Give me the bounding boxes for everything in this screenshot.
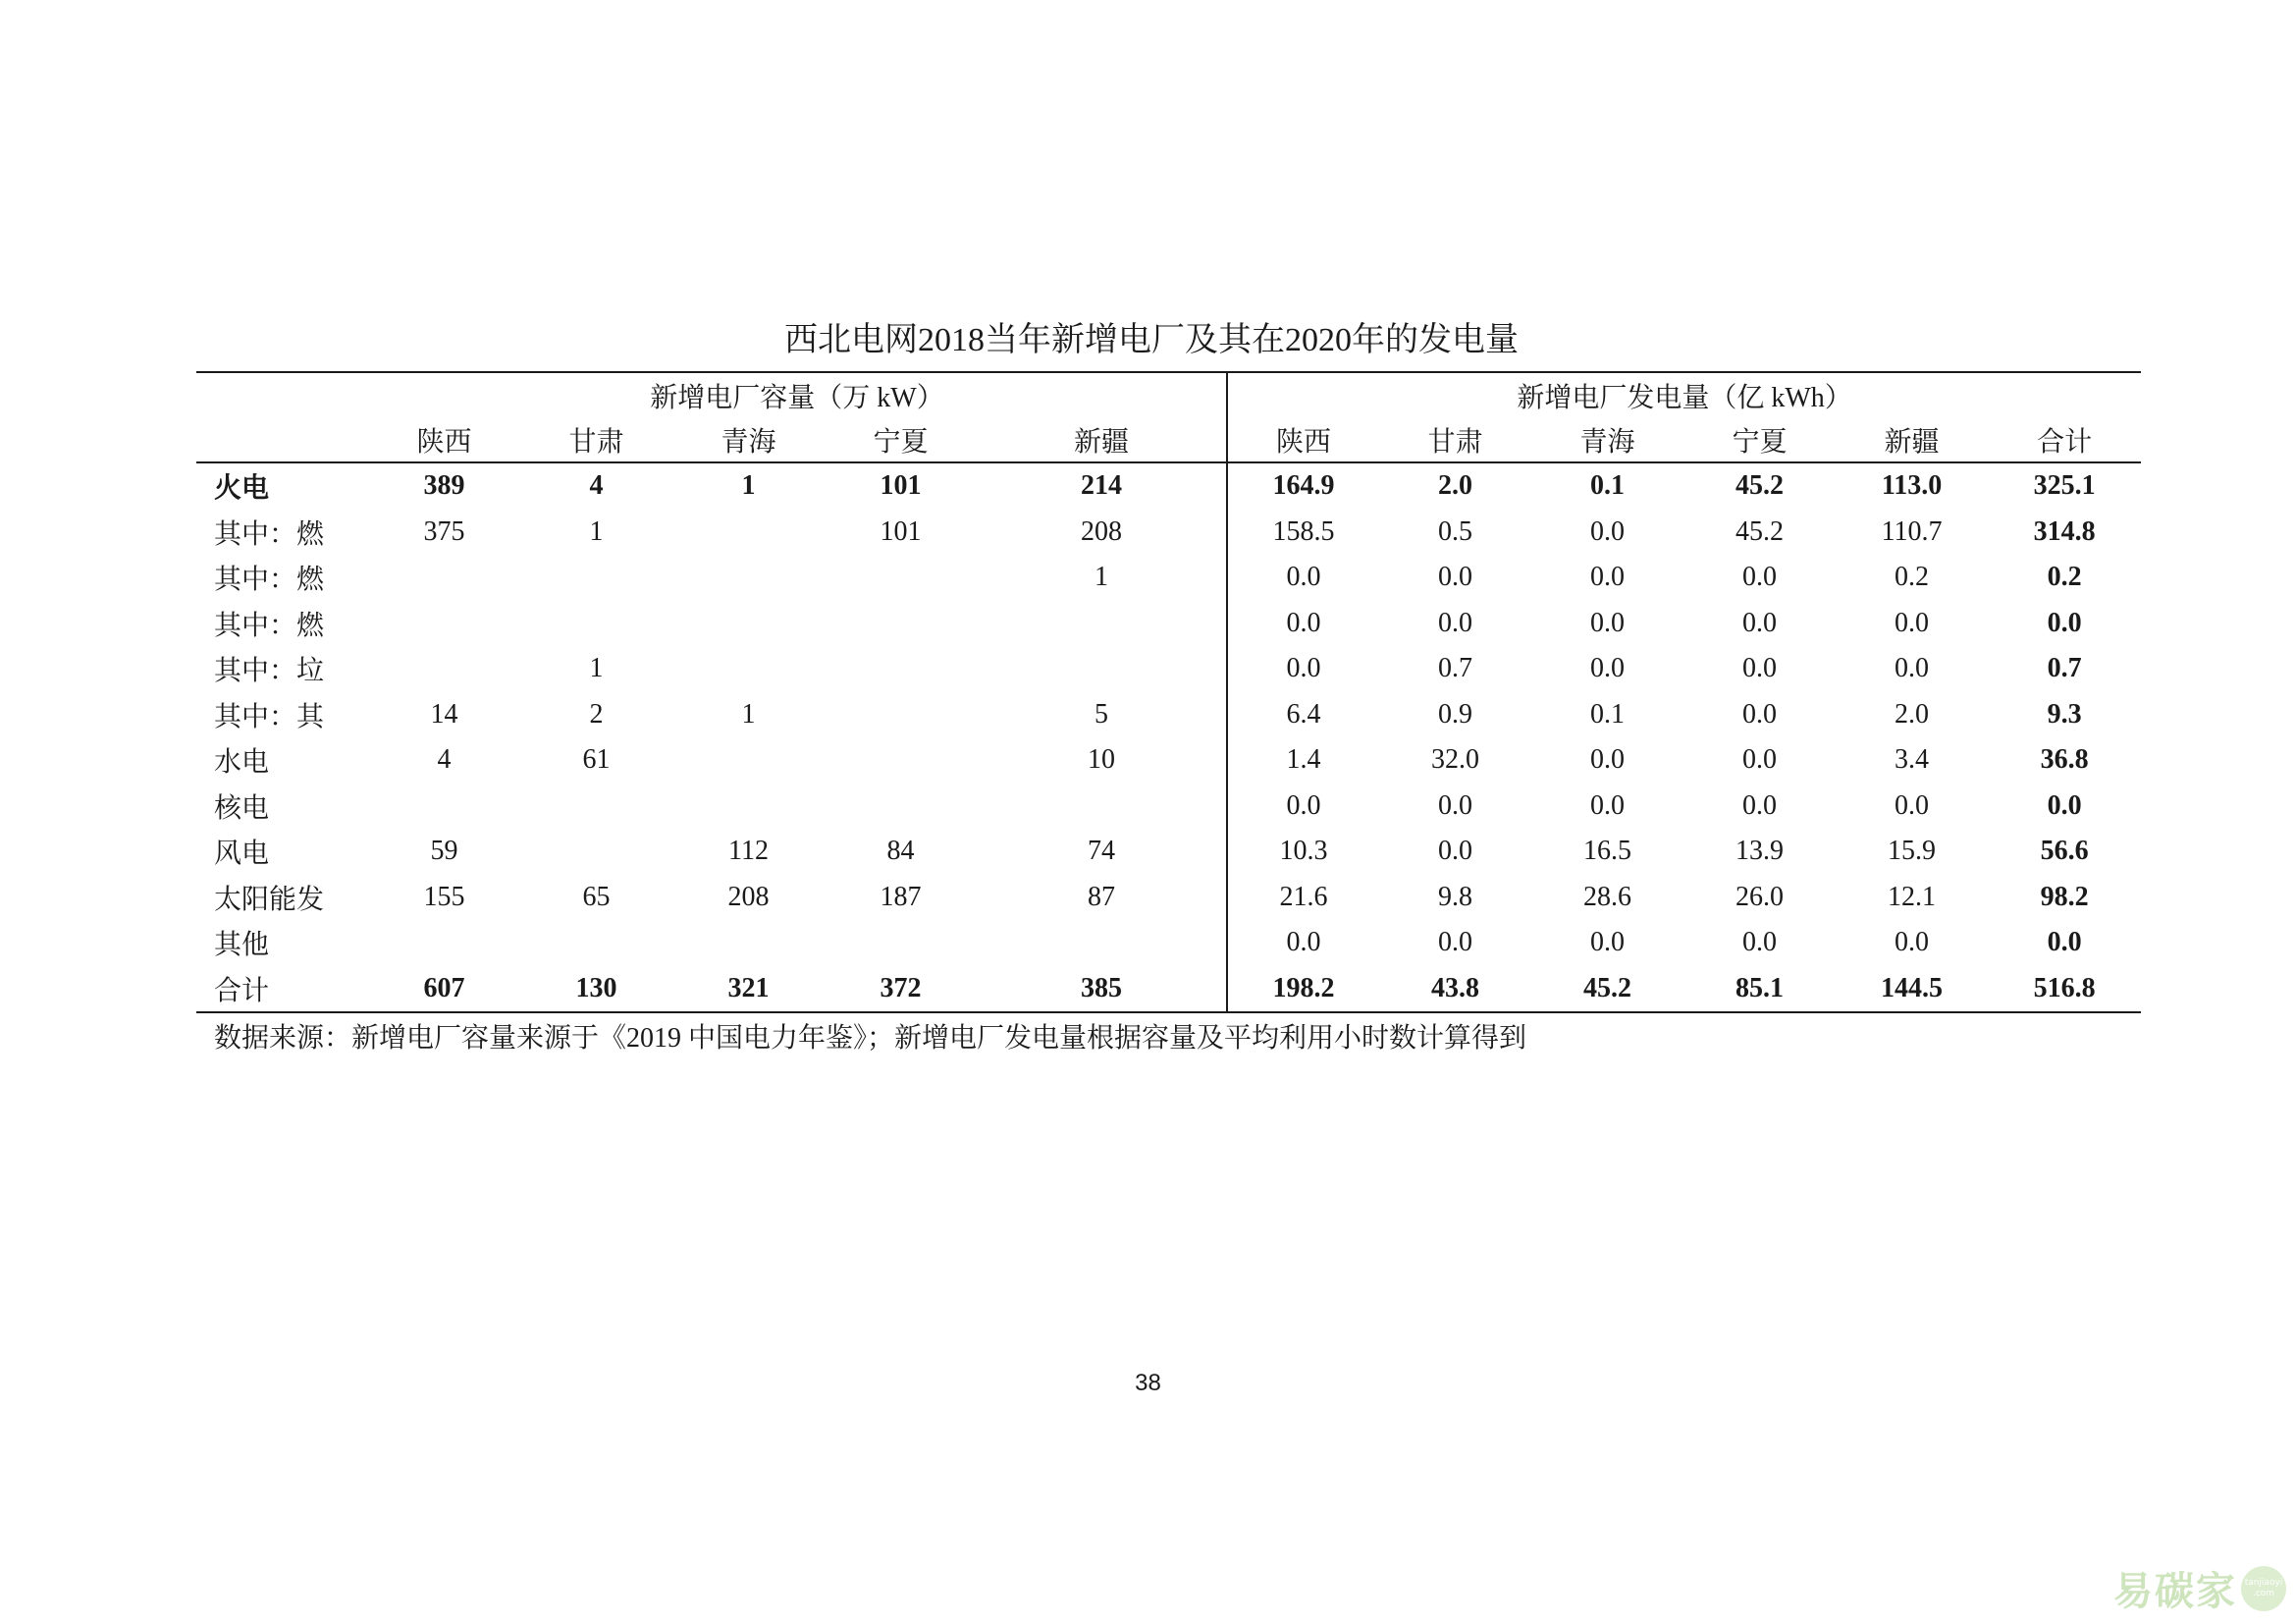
table-row: [196, 737, 2141, 784]
group-header-row: [196, 372, 2141, 417]
capacity-cell: [520, 555, 672, 601]
row-label: 风电: [214, 839, 270, 870]
capacity-cell: [520, 829, 672, 875]
generation-cell: 0.0: [1286, 562, 1321, 593]
table-row: [196, 920, 2141, 966]
generation-cell: 113.0: [1881, 470, 1943, 502]
capacity-cell: [672, 737, 825, 784]
capacity-cell: [368, 920, 520, 966]
table-row: [196, 646, 2141, 692]
generation-cell: 28.6: [1583, 881, 1632, 912]
col-header-generation-shaanxi: 陕西: [1227, 417, 1379, 462]
table-row: [196, 692, 2141, 738]
col-header-capacity-gansu: 甘肃: [520, 417, 672, 462]
watermark-text: 易碳家: [2113, 1569, 2237, 1614]
capacity-cell: [977, 646, 1227, 692]
col-header-generation-xinjiang: 新疆: [1836, 417, 1988, 462]
capacity-cell: [977, 784, 1227, 830]
generation-cell: 43.8: [1379, 966, 1531, 1013]
capacity-cell: [825, 555, 977, 601]
capacity-cell: 208: [977, 510, 1227, 556]
table-row: [196, 784, 2141, 830]
generation-group-header: 新增电厂发电量（亿 kWh）: [1227, 372, 2141, 417]
capacity-cell: [368, 784, 520, 830]
generation-cell: 0.0: [1438, 836, 1473, 867]
col-header-capacity-xinjiang: 新疆: [977, 417, 1227, 462]
generation-cell: 6.4: [1286, 698, 1321, 730]
capacity-cell: [825, 601, 977, 647]
row-label: 其中：燃: [214, 610, 325, 641]
capacity-cell: 187: [880, 881, 922, 912]
generation-cell: 0.0: [1438, 927, 1473, 958]
generation-cell: 0.1: [1590, 470, 1626, 502]
capacity-cell: 607: [368, 966, 520, 1013]
data-table-container: [196, 371, 2107, 1013]
capacity-cell: [825, 920, 977, 966]
capacity-cell: 1: [741, 470, 756, 502]
capacity-cell: [368, 646, 520, 692]
generation-cell: 45.2: [1531, 966, 1683, 1013]
row-label: 火电: [214, 473, 270, 505]
col-header-capacity-ningxia: 宁夏: [825, 417, 977, 462]
row-label: 其中：其: [214, 701, 325, 732]
table-row: [196, 966, 2141, 1013]
generation-cell: 0.0: [1286, 927, 1321, 958]
row-label: 其中：燃: [214, 565, 325, 596]
generation-total-cell: 0.0: [2047, 789, 2082, 821]
capacity-cell: [672, 784, 825, 830]
capacity-cell: 155: [423, 881, 465, 912]
generation-cell: 0.0: [1895, 607, 1930, 638]
generation-cell: 0.0: [1590, 562, 1626, 593]
generation-cell: 21.6: [1279, 881, 1328, 912]
row-label: 合计: [196, 966, 368, 1013]
generation-cell: 2.0: [1438, 470, 1473, 502]
generation-cell: 0.0: [1438, 607, 1473, 638]
generation-cell: 0.0: [1438, 789, 1473, 821]
table-row: [196, 510, 2141, 556]
generation-total-cell: 56.6: [2040, 836, 2089, 867]
row-label: 水电: [214, 747, 270, 779]
generation-cell: 32.0: [1431, 744, 1480, 776]
watermark-badge: tanjiaoyi .com: [2241, 1566, 2286, 1611]
generation-cell: 26.0: [1735, 881, 1785, 912]
generation-total-cell: 516.8: [1988, 966, 2141, 1013]
generation-cell: 0.0: [1895, 789, 1930, 821]
page-number: 38: [1135, 1370, 1161, 1396]
table-row: [196, 462, 2141, 510]
capacity-cell: 14: [430, 698, 458, 730]
capacity-cell: [520, 920, 672, 966]
row-label: 其中：燃: [214, 518, 325, 550]
generation-total-cell: 0.0: [2047, 927, 2082, 958]
table-title: 西北电网2018当年新增电厂及其在2020年的发电量: [784, 322, 1519, 358]
capacity-cell: 61: [582, 744, 611, 776]
power-plant-table: [196, 371, 2141, 1013]
generation-cell: 0.0: [1742, 789, 1778, 821]
generation-cell: 0.7: [1438, 653, 1473, 684]
capacity-cell: 101: [880, 470, 922, 502]
capacity-cell: [672, 601, 825, 647]
generation-cell: 1.4: [1286, 744, 1321, 776]
generation-cell: 0.0: [1590, 607, 1626, 638]
generation-cell: 10.3: [1279, 836, 1328, 867]
table-row: [196, 829, 2141, 875]
capacity-cell: 10: [977, 737, 1227, 784]
capacity-cell: 112: [728, 836, 769, 867]
capacity-cell: 375: [423, 515, 465, 547]
row-label: 其他: [214, 930, 270, 961]
table-row: [196, 601, 2141, 647]
capacity-cell: 214: [977, 462, 1227, 510]
generation-cell: 110.7: [1881, 515, 1943, 547]
generation-cell: 0.0: [1742, 653, 1778, 684]
capacity-cell: 101: [880, 515, 922, 547]
column-header-row: [196, 417, 2141, 462]
generation-cell: 0.0: [1895, 653, 1930, 684]
generation-total-cell: 0.7: [2047, 653, 2082, 684]
capacity-cell: 2: [589, 698, 604, 730]
generation-cell: 0.0: [1590, 789, 1626, 821]
col-header-generation-total: 合计: [1988, 417, 2141, 462]
generation-total-cell: 0.2: [2047, 562, 2082, 593]
generation-cell: 0.0: [1742, 927, 1778, 958]
capacity-group-header: 新增电厂容量（万 kW）: [368, 372, 1227, 417]
capacity-cell: 321: [672, 966, 825, 1013]
generation-cell: 0.0: [1590, 744, 1626, 776]
capacity-cell: [672, 646, 825, 692]
generation-total-cell: 98.2: [2040, 881, 2089, 912]
capacity-cell: 1: [589, 653, 604, 684]
capacity-cell: 5: [977, 692, 1227, 738]
generation-cell: 0.9: [1438, 698, 1473, 730]
capacity-cell: 84: [886, 836, 915, 867]
capacity-cell: 87: [977, 875, 1227, 921]
generation-cell: 198.2: [1227, 966, 1379, 1013]
generation-cell: 0.2: [1895, 562, 1930, 593]
generation-cell: 0.0: [1286, 653, 1321, 684]
generation-cell: 2.0: [1895, 698, 1930, 730]
col-header-generation-qinghai: 青海: [1531, 417, 1683, 462]
capacity-cell: [368, 601, 520, 647]
generation-cell: 45.2: [1735, 470, 1785, 502]
source-note: 数据来源：新增电厂容量来源于《2019 中国电力年鉴》；新增电厂发电量根据容量及平均利用小时数计算得到: [214, 1023, 1527, 1054]
row-label: 其中：垃: [214, 656, 325, 687]
generation-cell: 0.0: [1742, 744, 1778, 776]
col-header-generation-ningxia: 宁夏: [1683, 417, 1836, 462]
capacity-cell: [520, 601, 672, 647]
capacity-cell: [825, 646, 977, 692]
generation-cell: 16.5: [1583, 836, 1632, 867]
capacity-cell: 4: [589, 470, 604, 502]
generation-cell: 45.2: [1735, 515, 1785, 547]
capacity-cell: 385: [977, 966, 1227, 1013]
capacity-cell: 372: [825, 966, 977, 1013]
capacity-cell: 74: [977, 829, 1227, 875]
capacity-cell: 208: [727, 881, 770, 912]
generation-cell: 144.5: [1836, 966, 1988, 1013]
generation-total-cell: 325.1: [2033, 470, 2096, 502]
generation-cell: 13.9: [1735, 836, 1785, 867]
row-label: 太阳能发: [214, 884, 325, 915]
generation-total-cell: 0.0: [2047, 607, 2082, 638]
generation-cell: 164.9: [1272, 470, 1335, 502]
table-row: [196, 875, 2141, 921]
generation-total-cell: 314.8: [2033, 515, 2096, 547]
generation-cell: 0.0: [1286, 607, 1321, 638]
capacity-cell: 1: [977, 555, 1227, 601]
generation-cell: 12.1: [1888, 881, 1937, 912]
generation-total-cell: 9.3: [2047, 698, 2082, 730]
generation-cell: 9.8: [1438, 881, 1473, 912]
capacity-cell: 4: [437, 744, 452, 776]
capacity-cell: 65: [582, 881, 611, 912]
generation-cell: 0.0: [1286, 789, 1321, 821]
generation-cell: 158.5: [1272, 515, 1335, 547]
capacity-cell: [825, 692, 977, 738]
capacity-cell: [520, 784, 672, 830]
capacity-cell: [977, 920, 1227, 966]
generation-cell: 0.5: [1438, 515, 1473, 547]
row-label: 核电: [214, 792, 270, 824]
capacity-cell: 389: [423, 470, 465, 502]
generation-cell: 0.1: [1590, 698, 1626, 730]
generation-cell: 0.0: [1590, 653, 1626, 684]
generation-total-cell: 36.8: [2040, 744, 2089, 776]
generation-cell: 0.0: [1742, 562, 1778, 593]
col-header-generation-gansu: 甘肃: [1379, 417, 1531, 462]
capacity-cell: [672, 920, 825, 966]
capacity-cell: 1: [589, 515, 604, 547]
generation-cell: 0.0: [1590, 927, 1626, 958]
generation-cell: 0.0: [1590, 515, 1626, 547]
capacity-cell: [825, 737, 977, 784]
watermark-logo: [2113, 1560, 2286, 1616]
generation-cell: 0.0: [1742, 607, 1778, 638]
generation-cell: 3.4: [1895, 744, 1930, 776]
table-body: [196, 462, 2141, 1012]
col-header-capacity-qinghai: 青海: [672, 417, 825, 462]
capacity-cell: 59: [430, 836, 458, 867]
col-header-capacity-shaanxi: 陕西: [368, 417, 520, 462]
capacity-cell: [672, 510, 825, 556]
generation-cell: 85.1: [1683, 966, 1836, 1013]
generation-cell: 15.9: [1888, 836, 1937, 867]
capacity-cell: [977, 601, 1227, 647]
capacity-cell: [672, 555, 825, 601]
generation-cell: 0.0: [1742, 698, 1778, 730]
table-row: [196, 555, 2141, 601]
capacity-cell: 130: [520, 966, 672, 1013]
generation-cell: 0.0: [1895, 927, 1930, 958]
capacity-cell: [825, 784, 977, 830]
generation-cell: 0.0: [1438, 562, 1473, 593]
capacity-cell: 1: [741, 698, 756, 730]
capacity-cell: [368, 555, 520, 601]
